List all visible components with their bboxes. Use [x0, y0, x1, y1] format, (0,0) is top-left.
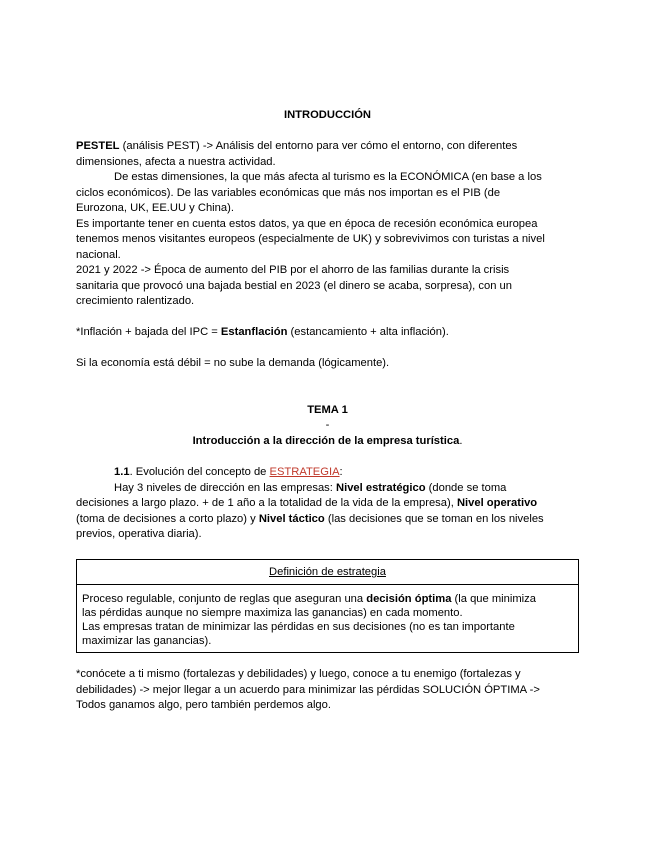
intro-title: INTRODUCCIÓN	[283, 109, 371, 121]
definition-box-title: Definición de estrategia	[77, 560, 578, 585]
economy-note: Si la economía está débil = no sube la demanda (lógicamente).	[76, 357, 390, 369]
tema-dot: -	[325, 419, 330, 431]
levels-line-3: (toma de decisiones a corto plazo) y Nivel táctico (las decisiones que se toman en los niveles	[76, 513, 544, 525]
pestel-line-6: Es importante tener en cuenta estos datos, ya que en época de recesión económica europea	[76, 218, 538, 230]
strategy-link[interactable]: ESTRATEGIA	[269, 466, 340, 478]
definition-line-4: maximizar las ganancias).	[82, 635, 212, 647]
definition-line-3: Las empresas tratan de minimizar las pérdidas en sus decisiones (no es tan importante	[82, 621, 515, 633]
pestel-line-9: 2021 y 2022 -> Época de aumento del PIB por el ahorro de las familias durante la crisis	[76, 264, 510, 276]
pestel-line-8: nacional.	[76, 249, 121, 261]
pestel-line-5: Eurozona, UK, EE.UU y China).	[76, 202, 234, 214]
pestel-line-7: tenemos menos visitantes europeos (especialmente de UK) y sobrevivimos con turistas a nivel	[76, 233, 545, 245]
closing-line-1: *conócete a ti mismo (fortalezas y debilidades) y luego, conoce a tu enemigo (fortalezas y	[76, 668, 521, 680]
closing-line-2: debilidades) -> mejor llegar a un acuerdo para minimizar las pérdidas SOLUCIÓN ÓPTIMA ->	[76, 684, 540, 696]
levels-line-2: decisiones a largo plazo. + de 1 año a la totalidad de la vida de la empresa), Nivel operativo	[76, 497, 538, 509]
pestel-line-3: De estas dimensiones, la que más afecta al turismo es la ECONÓMICA (en base a los	[114, 171, 542, 183]
pestel-line-10: sanitaria que provocó una bajada bestial en 2023 (el dinero se acaba, sorpresa), con un	[76, 280, 512, 292]
levels-line-1: Hay 3 niveles de dirección en las empresas: Nivel estratégico (donde se toma	[114, 482, 507, 494]
tema-title: TEMA 1	[307, 404, 348, 416]
levels-line-4: previos, operativa diaria).	[76, 528, 202, 540]
tema-subtitle: Introducción a la dirección de la empresa turística.	[192, 435, 463, 447]
pestel-line-1: PESTEL (análisis PEST) -> Análisis del entorno para ver cómo el entorno, con diferentes	[76, 140, 518, 152]
section-heading: 1.1. Evolución del concepto de ESTRATEGIA:	[114, 466, 343, 478]
closing-line-3: Todos ganamos algo, pero también perdemos algo.	[76, 699, 331, 711]
inflation-note: *Inflación + bajada del IPC = Estanflación (estancamiento + alta inflación).	[76, 326, 449, 338]
definition-line-2: las pérdidas aunque no siempre maximiza las ganancias) en cada momento.	[82, 607, 463, 619]
pestel-line-11: crecimiento ralentizado.	[76, 295, 195, 307]
pestel-line-2: dimensiones, afecta a nuestra actividad.	[76, 156, 276, 168]
definition-line-1: Proceso regulable, conjunto de reglas que aseguran una decisión óptima (la que minimiza	[82, 593, 536, 605]
pestel-line-4: ciclos económicos). De las variables económicas que más nos importan es el PIB (de	[76, 187, 501, 199]
definition-box	[76, 559, 579, 653]
